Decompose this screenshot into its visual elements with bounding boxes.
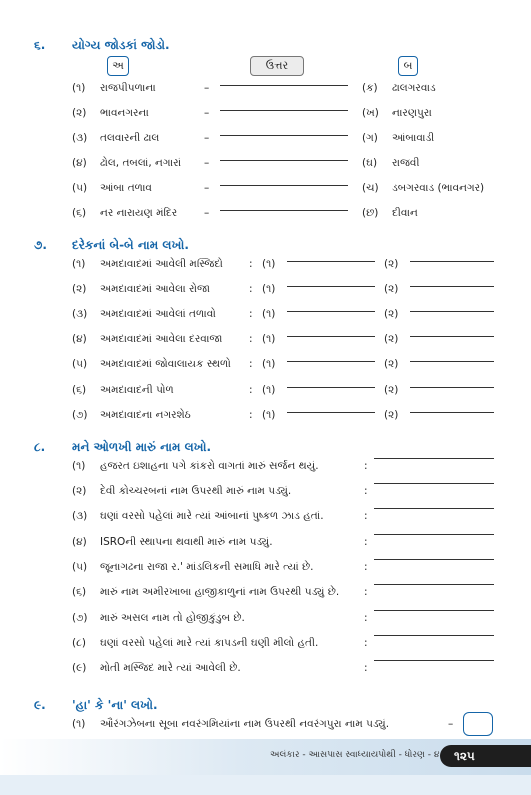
item-colon: : — [364, 586, 368, 598]
column-b-label: બ — [398, 56, 418, 76]
item-colon: : — [249, 308, 253, 320]
answer-b-line[interactable] — [410, 361, 494, 362]
answer-line[interactable] — [374, 584, 494, 585]
answer-line[interactable] — [220, 110, 348, 111]
item-text: અમદાવાદની પોળ — [100, 384, 174, 396]
left-item-number: (૫) — [72, 182, 88, 194]
left-item-number: (૨) — [72, 107, 87, 119]
answer-a-line[interactable] — [287, 412, 375, 413]
answer-line[interactable] — [220, 135, 348, 136]
item-colon: : — [249, 409, 253, 421]
list-item — [0, 333, 531, 349]
list-item — [0, 485, 531, 501]
right-item-number: (ગ) — [362, 132, 378, 144]
answer-a-line[interactable] — [287, 336, 375, 337]
item-text: મોતી મસ્જિદ મારે ત્યાં આવેલી છે. — [100, 662, 241, 674]
item-number: (૧) — [72, 258, 86, 270]
item-colon: : — [364, 460, 368, 472]
right-item-text: નારણપુરા — [392, 107, 432, 119]
item-colon: : — [249, 384, 253, 396]
item-text: હજરત ઇશાહના પગે કાંકરો વાગતાં મારું સર્જન થયું. — [100, 460, 319, 472]
item-text: અમદાવાદમાં આવેલા દરવાજા — [100, 333, 223, 345]
item-colon: : — [364, 637, 368, 649]
item-text: ઔરંગઝેબના સૂબા નવરંગમિયાંના નામ ઉપરથી નવરંગપુરા નામ પડ્યું. — [100, 718, 390, 730]
right-item-number: (ચ) — [362, 182, 379, 194]
column-answer-label: ઉત્તર — [250, 56, 304, 76]
left-item-text: તલવારની ઢાલ — [100, 132, 160, 144]
answer-a-label: (૧) — [262, 258, 276, 270]
left-item-text: નર નારાયણ મંદિર — [100, 207, 178, 219]
list-item — [0, 536, 531, 552]
list-item — [0, 358, 531, 374]
item-colon: : — [249, 258, 253, 270]
right-item-text: દીવાન — [392, 207, 418, 219]
item-dash: – — [204, 207, 210, 219]
item-dash: – — [204, 132, 210, 144]
section-9-number: ૯. — [34, 698, 46, 712]
item-number: (૪) — [72, 536, 87, 548]
item-number: (૫) — [72, 358, 88, 370]
item-number: (૨) — [72, 485, 87, 497]
item-colon: : — [249, 283, 253, 295]
item-dash: – — [204, 107, 210, 119]
list-item — [0, 662, 531, 678]
left-item-text: આંબા તળાવ — [100, 182, 152, 194]
item-text: ઘણાં વરસો પહેલાં મારે ત્યાં કાપડની ઘણી મીલો હતી. — [100, 637, 319, 649]
list-item — [0, 283, 531, 299]
answer-a-label: (૧) — [262, 358, 276, 370]
left-item-text: ઢોલ, તબલાં, નગારાં — [100, 157, 182, 169]
item-text: દેવી કોચ્ચરબનાં નામ ઉપરથી મારું નામ પડ્યું. — [100, 485, 292, 497]
list-item — [0, 637, 531, 653]
answer-a-line[interactable] — [287, 311, 375, 312]
answer-b-label: (૨) — [384, 358, 399, 370]
list-item — [0, 561, 531, 577]
item-number: (૧) — [72, 460, 86, 472]
item-number: (૫) — [72, 561, 88, 573]
answer-a-line[interactable] — [287, 261, 375, 262]
item-colon: : — [364, 561, 368, 573]
item-number: (૨) — [72, 283, 87, 295]
footer-strip — [0, 775, 531, 795]
list-item — [0, 586, 531, 602]
answer-line[interactable] — [374, 660, 494, 661]
right-item-text: ઢાલગરવાડ — [392, 82, 436, 94]
left-item-number: (૬) — [72, 207, 87, 219]
right-item-number: (ક) — [362, 82, 378, 94]
left-item-text: રાજપીપળાના — [100, 82, 156, 94]
answer-a-line[interactable] — [287, 387, 375, 388]
answer-line[interactable] — [220, 160, 348, 161]
section-7-number: ૭. — [34, 238, 47, 252]
answer-line[interactable] — [220, 185, 348, 186]
section-9-title: 'હા' કે 'ના' લખો. — [72, 698, 158, 712]
list-item — [0, 384, 531, 400]
answer-line[interactable] — [220, 210, 348, 211]
item-dash: – — [204, 82, 210, 94]
list-item — [0, 718, 531, 734]
answer-b-label: (૨) — [384, 258, 399, 270]
right-item-text: આંબાવાડી — [392, 132, 435, 144]
answer-b-label: (૨) — [384, 283, 399, 295]
match-row — [0, 132, 531, 148]
answer-a-label: (૧) — [262, 308, 276, 320]
item-number: (૮) — [72, 637, 86, 649]
answer-line[interactable] — [374, 534, 494, 535]
match-row — [0, 182, 531, 198]
item-number: (૬) — [72, 586, 87, 598]
answer-a-label: (૧) — [262, 333, 276, 345]
item-number: (૩) — [72, 510, 88, 522]
item-colon: : — [364, 536, 368, 548]
item-text: મારું નામ અમીરખાબા હાજીકાળુનાં નામ ઉપરથી પડ્યું છે. — [100, 586, 340, 598]
answer-b-label: (૨) — [384, 409, 399, 421]
answer-a-label: (૧) — [262, 384, 276, 396]
item-text: જૂનાગઢના રાજા ર.' માંડલિકની સમાધિ મારે ત્યાં છે. — [100, 561, 314, 573]
match-row — [0, 107, 531, 123]
answer-line[interactable] — [374, 458, 494, 459]
item-colon: : — [364, 485, 368, 497]
answer-b-label: (૨) — [384, 384, 399, 396]
column-a-label: અ — [107, 56, 129, 76]
item-text: અમદાવાદમાં આવેલા રોજા — [100, 283, 211, 295]
right-item-number: (ઘ) — [362, 157, 378, 169]
match-row — [0, 207, 531, 223]
answer-b-line[interactable] — [410, 286, 494, 287]
answer-line[interactable] — [374, 483, 494, 484]
list-item — [0, 510, 531, 526]
section-8-title: મને ઓળખી મારું નામ લખો. — [72, 440, 212, 454]
item-number: (૪) — [72, 333, 87, 345]
match-row — [0, 157, 531, 173]
item-number: (૯) — [72, 662, 87, 674]
answer-line[interactable] — [374, 508, 494, 509]
right-item-text: રાજવી — [392, 157, 420, 169]
item-number: (૩) — [72, 308, 88, 320]
item-text: ઘણાં વરસો પહેલાં મારે ત્યાં આંબાનાં પુષ્કળ ઝાડ હતાં. — [100, 510, 324, 522]
item-colon: : — [364, 662, 368, 674]
item-text: મારું અસલ નામ તો હોજીકુંડુબ છે. — [100, 612, 245, 624]
item-text: અમદાવાદમાં આવેલી મસ્જિદો — [100, 258, 223, 270]
item-text: ISROની સ્થાપના થવાથી મારું નામ પડ્યું. — [100, 536, 273, 548]
answer-b-line[interactable] — [410, 311, 494, 312]
list-item — [0, 308, 531, 324]
answer-b-line[interactable] — [410, 336, 494, 337]
section-6-number: ૬. — [34, 38, 46, 52]
answer-line[interactable] — [374, 610, 494, 611]
item-dash: – — [448, 718, 454, 730]
answer-b-label: (૨) — [384, 333, 399, 345]
section-7-title: દરેકનાં બે-બે નામ લખો. — [72, 238, 189, 252]
item-dash: – — [204, 157, 210, 169]
item-dash: – — [204, 182, 210, 194]
list-item — [0, 460, 531, 476]
match-row — [0, 82, 531, 98]
answer-b-line[interactable] — [410, 387, 494, 388]
left-item-number: (૪) — [72, 157, 87, 169]
section-6-title: યોગ્ય જોડકાં જોડો. — [72, 38, 170, 52]
right-item-number: (છ) — [362, 207, 379, 219]
list-item — [0, 258, 531, 274]
right-item-text: ડબગરવાડ (ભાવનગર) — [392, 182, 485, 194]
page-number: ૧૨૫ — [440, 745, 531, 767]
answer-box[interactable] — [463, 712, 493, 736]
item-text: અમદાવાદમાં જોવાલાયક સ્થળો — [100, 358, 231, 370]
answer-line[interactable] — [220, 85, 348, 86]
answer-b-line[interactable] — [410, 261, 494, 262]
item-number: (૭) — [72, 612, 88, 624]
item-number: (૬) — [72, 384, 87, 396]
left-item-number: (૧) — [72, 82, 86, 94]
item-colon: : — [364, 510, 368, 522]
answer-a-line[interactable] — [287, 361, 375, 362]
list-item — [0, 612, 531, 628]
answer-a-label: (૧) — [262, 409, 276, 421]
item-number: (૧) — [72, 718, 86, 730]
item-colon: : — [364, 612, 368, 624]
item-colon: : — [249, 333, 253, 345]
answer-b-label: (૨) — [384, 308, 399, 320]
section-8-number: ૮. — [34, 440, 46, 454]
answer-b-line[interactable] — [410, 412, 494, 413]
item-text: અમદાવાદના નગરશેઠ — [100, 409, 191, 421]
answer-line[interactable] — [374, 635, 494, 636]
list-item — [0, 409, 531, 425]
item-text: અમદાવાદમાં આવેલાં તળાવો — [100, 308, 216, 320]
answer-a-line[interactable] — [287, 286, 375, 287]
left-item-number: (૩) — [72, 132, 88, 144]
answer-a-label: (૧) — [262, 283, 276, 295]
item-colon: : — [249, 358, 253, 370]
answer-line[interactable] — [374, 559, 494, 560]
footer-book-title: અલંકાર - આસપાસ સ્વાધ્યાયપોથી - ધોરણ - ૪ — [270, 750, 440, 760]
item-number: (૭) — [72, 409, 88, 421]
left-item-text: ભાવનગરના — [100, 107, 149, 119]
right-item-number: (ખ) — [362, 107, 379, 119]
